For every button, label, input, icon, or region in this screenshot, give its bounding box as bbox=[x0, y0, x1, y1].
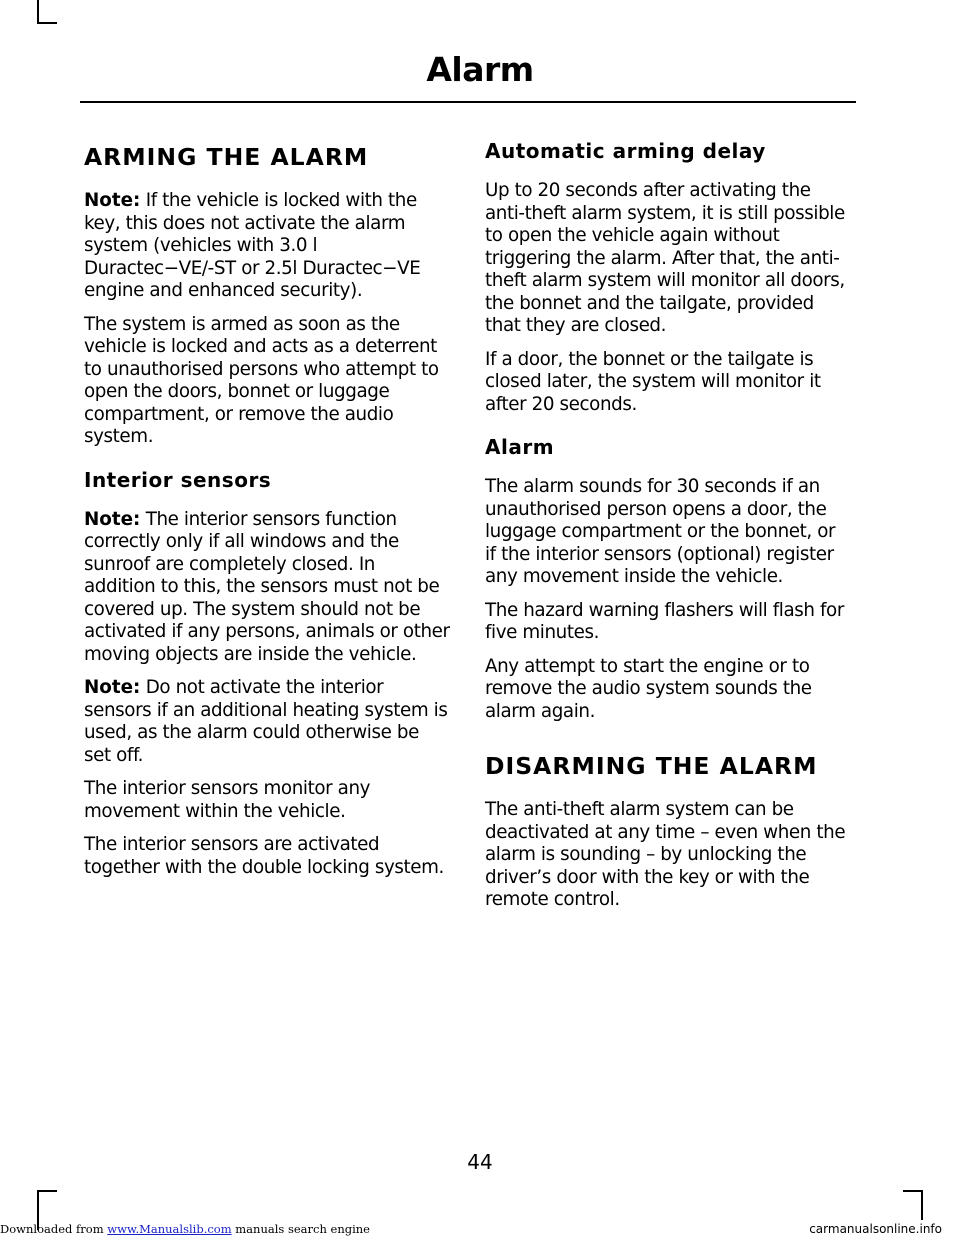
download-footer bbox=[0, 1222, 370, 1236]
title-divider bbox=[80, 101, 856, 103]
paragraph-delay-2: If a door, the bonnet or the tailgate is closed later, the system will monitor it after 20 seconds. bbox=[485, 348, 821, 415]
heading-disarming-the-alarm: DISARMING THE ALARM bbox=[485, 752, 818, 780]
paragraph-alarm-3: Any attempt to start the engine or to remove the audio system sounds the alarm again. bbox=[485, 655, 812, 722]
heading-interior-sensors: Interior sensors bbox=[84, 467, 272, 492]
note-label: Note: bbox=[84, 508, 141, 530]
note-additional-heating bbox=[84, 677, 450, 767]
manualslib-link[interactable]: www.Manualslib.com bbox=[107, 1222, 232, 1236]
paragraph-sensors-monitor: The interior sensors monitor any movement within the vehicle. bbox=[84, 778, 371, 822]
paragraph-alarm-1: The alarm sounds for 30 seconds if an unauthorised person opens a door, the luggage compartment or the bonnet, or if the interior sensors (optional) register any movement inside the vehicle. bbox=[485, 476, 836, 587]
heading-automatic-arming-delay: Automatic arming delay bbox=[485, 139, 766, 163]
crop-mark-bottom-right-v bbox=[921, 1190, 923, 1220]
note-locked-with-key bbox=[84, 190, 450, 303]
note-interior-sensors bbox=[84, 509, 450, 667]
crop-mark-bottom-right-h bbox=[903, 1190, 923, 1192]
note-text: Do not activate the interior sensors if an additional heating system is used, as the alarm could otherwise be set off. bbox=[84, 677, 448, 766]
note-text: If the vehicle is locked with the key, this does not activate the alarm system (vehicles with 3.0 l Duractec−VE/-ST or 2.5l Duractec−VE engine and enhanced security). bbox=[84, 190, 421, 301]
page-number: 44 bbox=[467, 1150, 493, 1174]
paragraph-alarm-2: The hazard warning flashers will flash for five minutes. bbox=[485, 599, 844, 643]
paragraph-disarm: The anti-theft alarm system can be deactivated at any time – even when the alarm is sounding – by unlocking the driver’s door with the key or with the remote control. bbox=[485, 799, 846, 910]
note-label: Note: bbox=[84, 677, 141, 698]
page-title: Alarm bbox=[426, 50, 534, 89]
right-column bbox=[485, 120, 851, 923]
footer-suffix: manuals search engine bbox=[231, 1222, 370, 1236]
crop-mark-top-left-h bbox=[37, 22, 57, 24]
note-label: Note: bbox=[84, 190, 141, 211]
watermark-text: carmanualsonline.info bbox=[809, 1222, 942, 1236]
paragraph-system-armed: The system is armed as soon as the vehicle is locked and acts as a deterrent to unauthorised persons who attempt to open the doors, bonnet or luggage compartment, or remove the audio system. bbox=[84, 313, 439, 447]
heading-arming-the-alarm: ARMING THE ALARM bbox=[84, 143, 369, 171]
left-column bbox=[84, 120, 450, 890]
paragraph-delay-1: Up to 20 seconds after activating the anti-theft alarm system, it is still possible to open the vehicle again without triggering the alarm. After that, the anti-theft alarm system will monitor all doors, the bonnet and the tailgate, provided that they are closed. bbox=[485, 180, 845, 336]
crop-mark-bottom-left-h bbox=[37, 1190, 57, 1192]
note-text: The interior sensors function correctly only if all windows and the sunroof are completely closed. In addition to this, the sensors must not be covered up. The system should not be activated if any persons, animals or other moving objects are inside the vehicle. bbox=[84, 508, 450, 665]
footer-prefix: Downloaded from bbox=[0, 1222, 108, 1236]
crop-mark-top-left-v bbox=[37, 0, 39, 24]
heading-alarm: Alarm bbox=[485, 435, 555, 459]
paragraph-sensors-activated: The interior sensors are activated together with the double locking system. bbox=[84, 834, 444, 878]
